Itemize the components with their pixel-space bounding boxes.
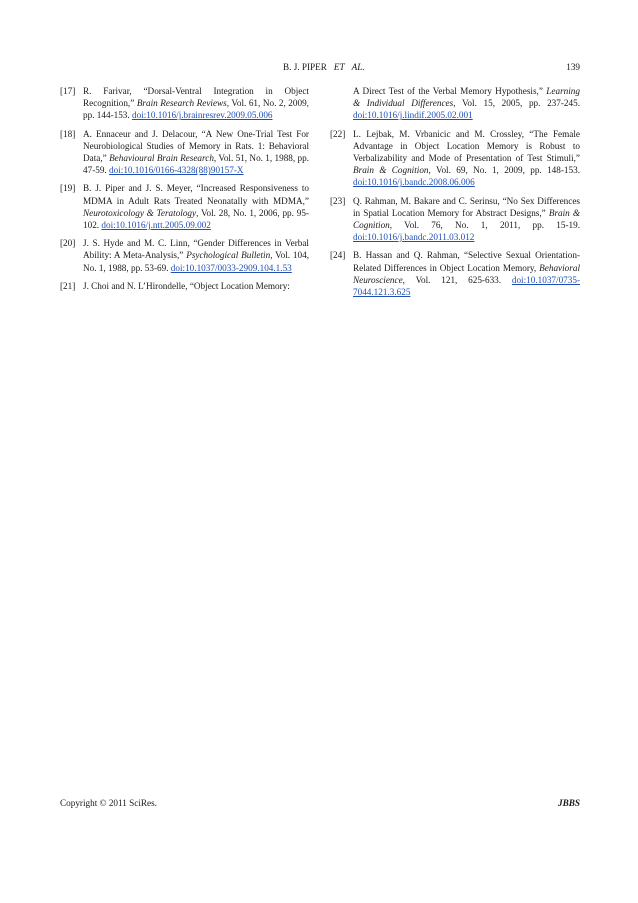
reference-details: , Vol. 104, No. 1, 1988, pp. 53-69. — [83, 250, 309, 273]
reference-journal: Behavioural Brain Research — [109, 153, 214, 164]
reference-doi-link[interactable]: doi:10.1037/0735-7044.121.3.625 — [353, 274, 580, 298]
running-head-et: ET — [333, 62, 345, 72]
reference-body — [83, 85, 309, 122]
reference-number: [22] — [330, 128, 346, 139]
reference-text: R. Farivar, “Dorsal-Ventral Integration in Object Recognition,” — [83, 86, 309, 109]
reference-doi-link[interactable]: doi:10.1016/j.bandc.2008.06.006 — [353, 177, 475, 188]
reference-number: [24] — [330, 250, 346, 261]
reference-item — [60, 85, 309, 122]
references-right-column — [330, 85, 580, 304]
running-head — [283, 60, 365, 74]
reference-body — [83, 128, 309, 177]
reference-doi-link[interactable]: doi:10.1016/j.bandc.2011.03.012 — [353, 232, 475, 243]
reference-details: , Vol. 69, No. 1, 2009, pp. 148-153. — [428, 165, 580, 176]
reference-body — [353, 128, 580, 189]
page-number: 139 — [566, 62, 580, 72]
reference-body — [353, 85, 580, 122]
reference-journal: Behavioral Neuroscience — [353, 262, 580, 285]
reference-item — [330, 85, 580, 122]
reference-details: , Vol. 51, No. 1, 1988, pp. 47-59. — [83, 153, 310, 176]
reference-doi-link[interactable]: doi:10.1016/0166-4328(88)90157-X — [109, 165, 244, 176]
reference-item — [60, 237, 309, 274]
reference-body — [83, 237, 309, 274]
reference-journal: Learning & Individual Differences — [353, 86, 580, 109]
reference-details: , Vol. 15, 2005, pp. 237-245. — [453, 98, 580, 109]
reference-number: [23] — [330, 195, 346, 206]
reference-body — [83, 182, 309, 231]
reference-doi-link[interactable]: doi:10.1037/0033-2909.104.1.53 — [170, 262, 292, 273]
reference-text: B. J. Piper and J. S. Meyer, “Increased Responsiveness to MDMA in Adult Rats Treated Neonatally with MDMA,” — [83, 183, 309, 206]
reference-details: , Vol. 61, No. 2, 2009, pp. 144-153. — [83, 98, 309, 121]
reference-body — [83, 280, 309, 292]
reference-details: , Vol. 28, No. 1, 2006, pp. 95-102. — [83, 207, 309, 231]
reference-details: , Vol. 121, 625-633. — [402, 274, 512, 285]
journal-abbreviation: JBBS — [558, 798, 580, 808]
reference-doi-link[interactable]: doi:10.1016/j.ntt.2005.09.002 — [101, 220, 211, 231]
running-head-author: B. J. PIPER — [283, 62, 327, 72]
reference-text: A. Ennaceur and J. Delacour, “A New One-Trial Test For Neurobiological Studies of Memory in Rats. 1: Behavioral Data,” — [83, 128, 309, 164]
reference-item — [330, 128, 580, 189]
reference-body — [353, 195, 580, 244]
reference-journal: Brain & Cognition — [353, 165, 429, 176]
reference-item — [330, 249, 580, 298]
reference-body — [353, 249, 580, 298]
reference-text: J. S. Hyde and M. C. Linn, “Gender Differences in Verbal Ability: A Meta-Analysis,” — [83, 238, 309, 261]
reference-text: B. Hassan and Q. Rahman, “Selective Sexual Orientation-Related Differences in Object Location Memory, — [353, 250, 580, 273]
reference-journal: Brain Research Reviews — [136, 98, 227, 109]
reference-journal: Neurotoxicology & Teratology — [83, 207, 197, 218]
reference-text: A Direct Test of the Verbal Memory Hypothesis,” — [353, 86, 547, 96]
reference-text: Q. Rahman, M. Bakare and C. Serinsu, “No Sex Differences in Spatial Location Memory for Abstract Designs,” — [353, 195, 580, 218]
page-header — [0, 60, 638, 74]
reference-journal: Psychological Bulletin — [186, 250, 271, 261]
reference-details: , Vol. 76, No. 1, 2011, pp. 15-19. — [389, 220, 580, 231]
reference-item — [60, 280, 309, 292]
reference-text: J. Choi and N. L’Hirondelle, “Object Location Memory: — [83, 280, 290, 291]
reference-item — [60, 128, 309, 177]
reference-number: [18] — [60, 128, 76, 139]
reference-doi-link[interactable]: doi:10.1016/j.lindif.2005.02.001 — [353, 110, 473, 121]
reference-doi-link[interactable]: doi:10.1016/j.brainresrev.2009.05.006 — [132, 110, 273, 121]
references-left-column — [60, 85, 309, 298]
page-footer — [60, 796, 580, 810]
copyright-notice: Copyright © 2011 SciRes. — [60, 798, 157, 808]
reference-number: [19] — [60, 183, 76, 194]
reference-journal: Brain & Cognition — [353, 207, 580, 231]
reference-number: [21] — [60, 280, 76, 291]
reference-text: L. Lejbak, M. Vrbanicic and M. Crossley, “The Female Advantage in Object Location Memory is Robust to Verbalizability and Mode of Presentation of Test Stimuli,” — [353, 128, 580, 164]
reference-number: [20] — [60, 238, 76, 249]
reference-number: [17] — [60, 86, 76, 96]
reference-item — [60, 182, 309, 231]
running-head-al: AL. — [351, 62, 365, 72]
reference-item — [330, 195, 580, 244]
